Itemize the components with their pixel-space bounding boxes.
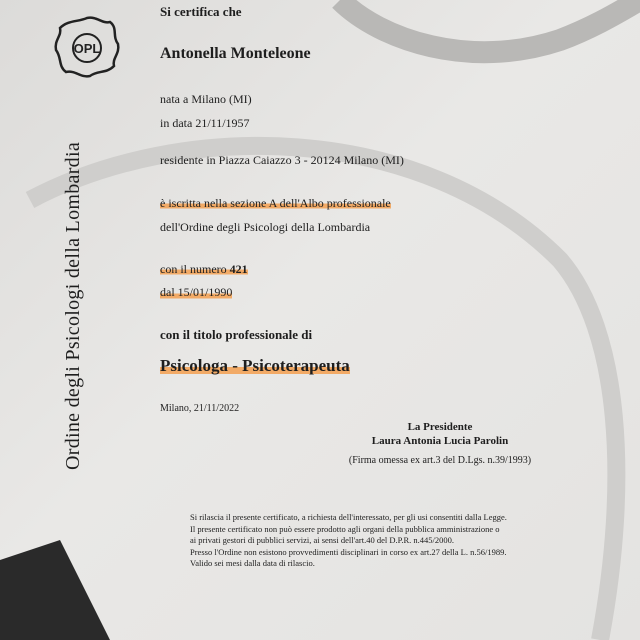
- birth-place: nata a Milano (MI): [160, 92, 252, 106]
- holder-name: Antonella Monteleone: [160, 45, 311, 62]
- intro-text: Si certifica che: [160, 4, 242, 19]
- signature-name: Laura Antonia Lucia Parolin: [371, 435, 509, 447]
- svg-text:OPL: OPL: [73, 41, 101, 56]
- registration-date: dal 15/01/1990: [160, 285, 233, 299]
- decorative-swoosh: [340, 0, 640, 52]
- logo: [52, 14, 122, 80]
- registration-order: dell'Ordine degli Psicologi della Lombardia: [160, 220, 371, 234]
- footer-line: Il presente certificato non può essere prodotto agli organi della pubblica amministrazione o: [190, 523, 500, 534]
- footer-line: Valido sei mesi dalla data di rilascio.: [190, 558, 315, 568]
- footer-line: ai privati gestori di pubblici servizi, ai sensi dell'art.40 del D.P.R. n.445/2000.: [190, 535, 455, 545]
- professional-title: Psicologa - Psicoterapeuta: [160, 356, 350, 375]
- place-date: Milano, 21/11/2022: [160, 403, 240, 414]
- logo-vertical-text: Ordine degli Psicologi della Lombardia: [62, 142, 84, 470]
- signature-note: (Firma omessa ex art.3 del D.Lgs. n.39/1993): [348, 455, 532, 466]
- residence: residente in Piazza Caiazzo 3 - 20124 Milano (MI): [160, 153, 404, 167]
- signature-block: [320, 420, 560, 468]
- footer-line: Si rilascia il presente certificato, a richiesta dell'interessato, per gli usi consentiti dalla Legge.: [190, 512, 507, 522]
- registration-number: 421: [229, 262, 248, 276]
- footer-notes: [190, 512, 610, 570]
- registration-number-line: [160, 262, 248, 277]
- birth-date: in data 21/11/1957: [160, 116, 250, 130]
- signature-role: La Presidente: [407, 421, 473, 433]
- logo-icon: [52, 14, 122, 80]
- title-intro: con il titolo professionale di: [160, 327, 313, 342]
- number-prefix: con il numero: [160, 262, 230, 276]
- registration-section: è iscritta nella sezione A dell'Albo professionale: [160, 196, 391, 210]
- footer-line: Presso l'Ordine non esistono provvedimenti disciplinari in corso ex art.27 della L. n.56/1989.: [190, 546, 507, 557]
- registration-line: [160, 196, 391, 211]
- dark-corner-shadow: [0, 540, 110, 640]
